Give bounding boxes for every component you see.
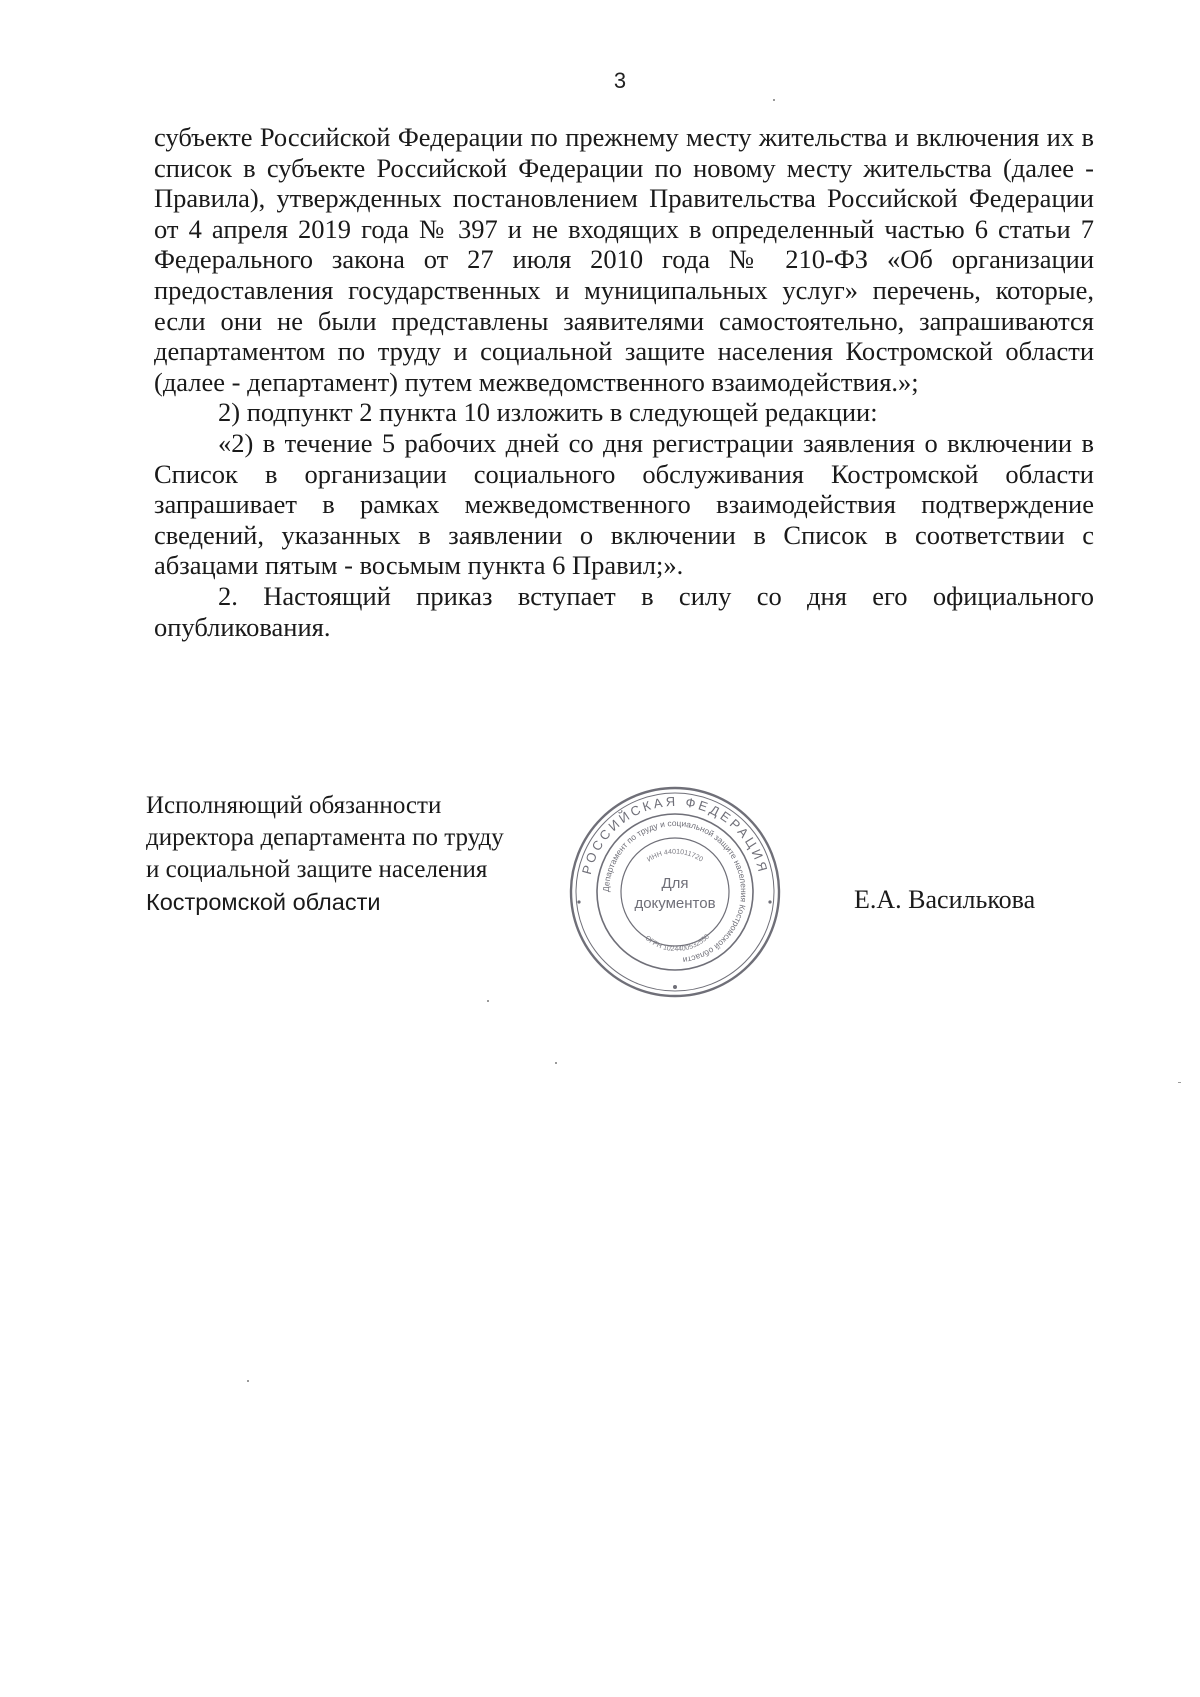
seal-ring-text: Департамент по труду и социальной защите населения Костромской области (600, 817, 750, 966)
signer-position-line: Исполняющий обязанности (146, 792, 442, 819)
scan-speck (487, 1000, 489, 1002)
signer-name: Е.А. Василькова (854, 885, 1036, 914)
signer-position-line: директора департамента по труду (146, 824, 504, 851)
paragraph-subitem-2: 2) подпункт 2 пункта 10 изложить в следующей редакции: (218, 397, 878, 428)
seal-center-line2: документов (634, 895, 716, 912)
seal-ogrn-text: ОГРН 1024400532550 (643, 933, 712, 954)
scan-speck (247, 1380, 249, 1382)
official-seal (565, 782, 785, 1002)
signer-position-line: Костромской области (146, 889, 381, 915)
scan-speck (773, 99, 775, 101)
seal-inn-text: ИНН 4401011720 (646, 848, 704, 864)
paragraph-quoted-amendment: «2) в течение 5 рабочих дней со дня регистрации заявления о включении в Список в организации социального обслуживания Костромской области запрашивает в рамках межведомственного взаимодействия подтверждение сведений, указанных в заявлении о включении в Список в соответствии с абзацами пятым - восьмым пункта 6 Правил;». (154, 427, 1094, 581)
signer-position-line: и социальной защите населения (146, 856, 488, 883)
scan-speck (555, 1062, 557, 1064)
signer-position-block (146, 790, 504, 918)
paragraph-effective-date: 2. Настоящий приказ вступает в силу со дня его официального опубликования. (154, 580, 1094, 642)
document-body (154, 122, 1094, 642)
seal-center-line1: Для (661, 875, 689, 892)
seal-outer-text: РОССИЙСКАЯ ФЕДЕРАЦИЯ (578, 793, 772, 876)
scan-speck (1178, 1082, 1181, 1083)
page-number: 3 (613, 68, 627, 93)
paragraph-continuation: субъекте Российской Федерации по прежнему месту жительства и включения их в список в субъекте Российской Федерации по новому месту жительства (далее - Правила), утвержденных постановлением Правительства Российской Федерации от 4 апреля 2019 года № 397 и не входящих в определенный частью 6 статьи 7 Федерального закона от 27 июля 2010 года № 210-ФЗ «Об организации предоставления государственных и муниципальных услуг» перечень, которые, если они не были представлены заявителями самостоятельно, запрашиваются департаментом по труду и социальной защите населения Костромской области (далее - департамент) путем межведомственного взаимодействия.»; (154, 122, 1094, 397)
